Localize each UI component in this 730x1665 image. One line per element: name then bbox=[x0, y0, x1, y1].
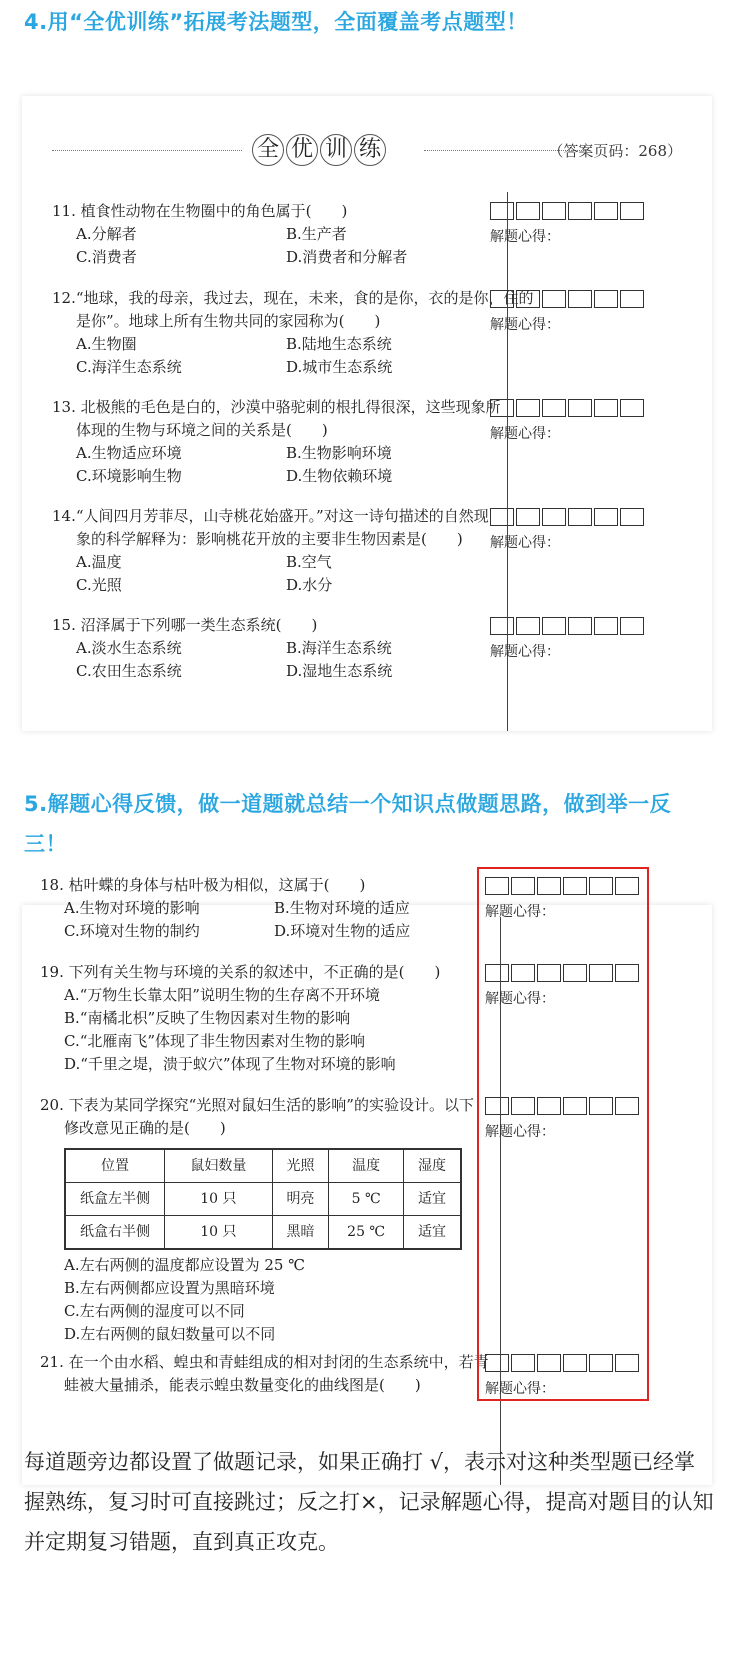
question-stem-cont: 象的科学解释为：影响桃花开放的主要非生物因素是( ) bbox=[76, 530, 463, 548]
table-cell: 适宜 bbox=[403, 1216, 461, 1250]
option-a: A.“万物生长靠太阳”说明生物的生存离不开环境 bbox=[64, 986, 380, 1004]
option-d: D.水分 bbox=[286, 576, 333, 594]
option-b: B.生物影响环境 bbox=[286, 444, 392, 462]
table-header: 鼠妇数量 bbox=[165, 1149, 273, 1183]
question-14 bbox=[52, 505, 492, 597]
option-c: C.环境影响生物 bbox=[76, 467, 182, 485]
option-d: D.“千里之堤，溃于蚁穴”体现了生物对环境的影响 bbox=[64, 1055, 396, 1073]
question-18 bbox=[40, 874, 470, 943]
option-b: B.生产者 bbox=[286, 225, 347, 243]
record-label: 解题心得： bbox=[485, 904, 555, 920]
option-a: A.生物圈 bbox=[76, 335, 137, 353]
section-heading-4: 4.用“全优训练”拓展考法题型，全面覆盖考点题型！ bbox=[24, 10, 528, 34]
record-label: 解题心得： bbox=[485, 1124, 555, 1140]
option-d: D.环境对生物的适应 bbox=[274, 922, 411, 940]
table-header: 光照 bbox=[272, 1149, 329, 1183]
answer-record-14[interactable] bbox=[490, 508, 646, 552]
option-d: D.左右两侧的鼠妇数量可以不同 bbox=[64, 1325, 276, 1343]
table-row bbox=[65, 1183, 461, 1216]
title-char: 全 bbox=[252, 134, 284, 166]
question-stem: 13. 北极熊的毛色是白的，沙漠中骆驼刺的根扎得很深，这些现象所 bbox=[52, 398, 501, 416]
tally-boxes[interactable] bbox=[490, 508, 646, 526]
option-c: C.消费者 bbox=[76, 248, 137, 266]
option-a: A.生物对环境的影响 bbox=[64, 899, 200, 917]
table-header: 湿度 bbox=[403, 1149, 461, 1183]
option-c: C.光照 bbox=[76, 576, 122, 594]
footer-description: 每道题旁边都设置了做题记录，如果正确打 √，表示对这种类型题已经掌握熟练，复习时可直接跳过；反之打×，记录解题心得，提高对题目的认知并定期复习错题，直到真正攻克。 bbox=[24, 1450, 714, 1554]
option-c: C.农田生态系统 bbox=[76, 662, 182, 680]
table-cell: 25 ℃ bbox=[329, 1216, 404, 1250]
question-15 bbox=[52, 614, 492, 683]
answer-record-11[interactable] bbox=[490, 202, 646, 246]
worksheet-title bbox=[252, 134, 386, 166]
table-header-row bbox=[65, 1149, 461, 1183]
table-cell: 黑暗 bbox=[272, 1216, 329, 1250]
record-label: 解题心得： bbox=[490, 535, 560, 551]
option-b: B.生物对环境的适应 bbox=[274, 899, 410, 917]
question-21 bbox=[40, 1351, 489, 1397]
option-d: D.城市生态系统 bbox=[286, 358, 393, 376]
highlight-frame bbox=[477, 867, 649, 1401]
question-20 bbox=[40, 1094, 474, 1346]
option-d: D.生物依赖环境 bbox=[286, 467, 393, 485]
answer-page-ref: （答案页码：268） bbox=[548, 142, 682, 160]
record-label: 解题心得： bbox=[490, 317, 560, 333]
answer-record-15[interactable] bbox=[490, 617, 646, 661]
experiment-table bbox=[64, 1148, 462, 1250]
option-d: D.湿地生态系统 bbox=[286, 662, 393, 680]
question-19 bbox=[40, 961, 470, 1076]
record-label: 解题心得： bbox=[490, 229, 560, 245]
option-a: A.淡水生态系统 bbox=[76, 639, 182, 657]
question-stem: 19. 下列有关生物与环境的关系的叙述中，不正确的是( ) bbox=[40, 963, 441, 981]
section-heading-5: 5.解题心得反馈，做一道题就总结一个知识点做题思路，做到举一反三！ bbox=[24, 792, 672, 856]
question-stem: 15. 沼泽属于下列哪一类生态系统( ) bbox=[52, 616, 318, 634]
title-char: 优 bbox=[286, 134, 318, 166]
table-header: 温度 bbox=[329, 1149, 404, 1183]
table-row bbox=[65, 1216, 461, 1250]
question-11 bbox=[52, 200, 492, 269]
option-b: B.海洋生态系统 bbox=[286, 639, 392, 657]
question-stem: 11. 植食性动物在生物圈中的角色属于( ) bbox=[52, 202, 348, 220]
title-char: 练 bbox=[354, 134, 386, 166]
answer-record-13[interactable] bbox=[490, 399, 646, 443]
tally-boxes[interactable] bbox=[490, 617, 646, 635]
answer-record-12[interactable] bbox=[490, 290, 646, 334]
question-stem: 12.“地球，我的母亲，我过去，现在，未来，食的是你，衣的是你，住的 bbox=[52, 289, 534, 307]
question-stem: 14.“人间四月芳菲尽，山寺桃花始盛开。”对这一诗句描述的自然现 bbox=[52, 507, 489, 525]
option-a: A.温度 bbox=[76, 553, 122, 571]
question-stem-cont: 体现的生物与环境之间的关系是( ) bbox=[76, 421, 328, 439]
option-c: C.“北雁南飞”体现了非生物因素对生物的影响 bbox=[64, 1032, 366, 1050]
table-cell: 适宜 bbox=[403, 1183, 461, 1216]
option-b: B.陆地生态系统 bbox=[286, 335, 392, 353]
option-a: A.左右两侧的温度都应设置为 25 ℃ bbox=[64, 1256, 306, 1274]
record-label: 解题心得： bbox=[485, 1381, 555, 1397]
table-cell: 10 只 bbox=[165, 1216, 273, 1250]
option-c: C.环境对生物的制约 bbox=[64, 922, 200, 940]
option-d: D.消费者和分解者 bbox=[286, 248, 408, 266]
option-c: C.海洋生态系统 bbox=[76, 358, 182, 376]
question-stem: 21. 在一个由水稻、蝗虫和青蛙组成的相对封闭的生态系统中，若青 bbox=[40, 1353, 489, 1371]
question-stem-cont: 是你”。地球上所有生物共同的家园称为( ) bbox=[76, 312, 381, 330]
question-13 bbox=[52, 396, 501, 488]
record-label: 解题心得： bbox=[485, 991, 555, 1007]
option-b: B.“南橘北枳”反映了生物因素对生物的影响 bbox=[64, 1009, 351, 1027]
option-b: B.左右两侧都应设置为黑暗环境 bbox=[64, 1279, 275, 1297]
record-label: 解题心得： bbox=[490, 644, 560, 660]
table-cell: 5 ℃ bbox=[329, 1183, 404, 1216]
table-header: 位置 bbox=[65, 1149, 165, 1183]
worksheet-title-row bbox=[52, 134, 682, 168]
tally-boxes[interactable] bbox=[490, 399, 646, 417]
option-b: B.空气 bbox=[286, 553, 332, 571]
question-stem-cont: 修改意见正确的是( ) bbox=[64, 1119, 226, 1137]
table-cell: 明亮 bbox=[272, 1183, 329, 1216]
question-stem-cont: 蛙被大量捕杀，能表示蝗虫数量变化的曲线图是( ) bbox=[64, 1376, 421, 1394]
table-cell: 纸盒左半侧 bbox=[65, 1183, 165, 1216]
table-cell: 10 只 bbox=[165, 1183, 273, 1216]
record-label: 解题心得： bbox=[490, 426, 560, 442]
option-a: A.生物适应环境 bbox=[76, 444, 182, 462]
worksheet-page-1 bbox=[22, 96, 712, 731]
title-char: 训 bbox=[320, 134, 352, 166]
option-a: A.分解者 bbox=[76, 225, 137, 243]
tally-boxes[interactable] bbox=[490, 290, 646, 308]
question-stem: 18. 枯叶蝶的身体与枯叶极为相似，这属于( ) bbox=[40, 876, 366, 894]
question-stem: 20. 下表为某同学探究“光照对鼠妇生活的影响”的实验设计。以下 bbox=[40, 1096, 474, 1114]
tally-boxes[interactable] bbox=[490, 202, 646, 220]
option-c: C.左右两侧的湿度可以不同 bbox=[64, 1302, 245, 1320]
table-cell: 纸盒右半侧 bbox=[65, 1216, 165, 1250]
